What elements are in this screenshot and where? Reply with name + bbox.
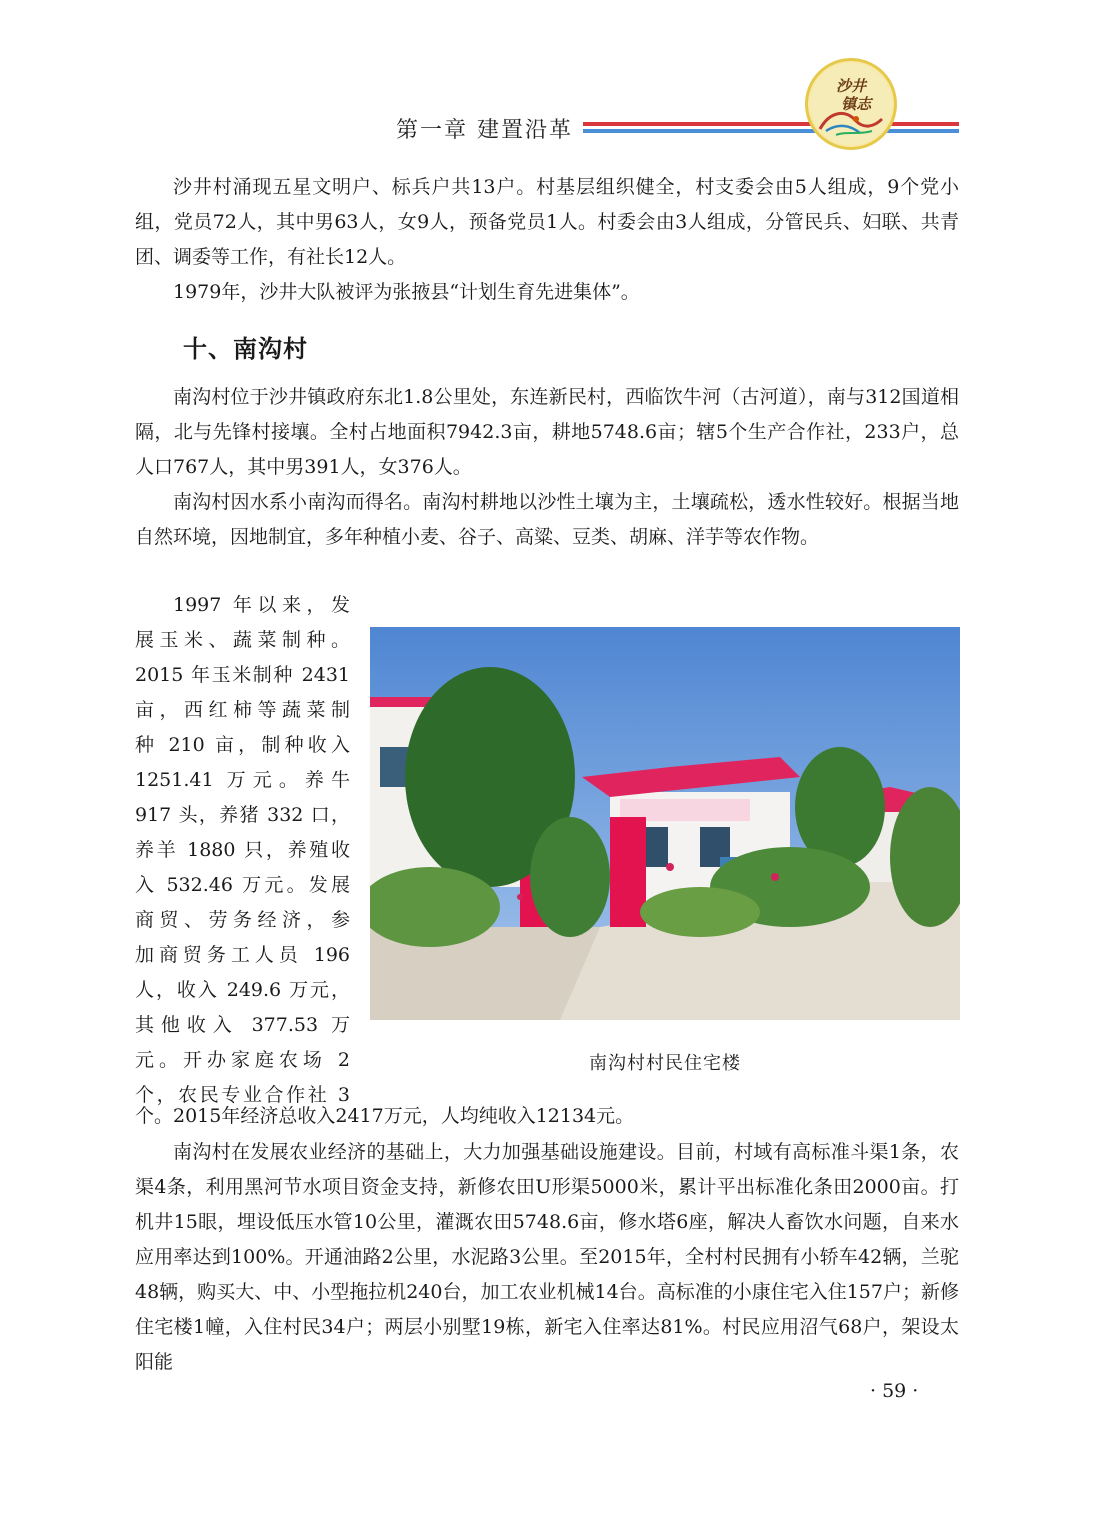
text-line: 元。开办家庭农场 2 [135, 1049, 350, 1071]
text-line: 入 532.46 万元。发展 [135, 874, 350, 896]
seal-lettering: 沙井 镇志 [830, 77, 872, 113]
narrow-text-column [135, 588, 350, 1113]
header-rule-red [583, 122, 959, 126]
text-line: 917 头，养猪 332 口， [135, 804, 350, 826]
text-line: 种 210 亩，制种收入 [135, 734, 350, 756]
text-line: 展玉米、蔬菜制种。 [135, 629, 350, 651]
mid-paragraphs [135, 380, 959, 555]
text-line: 1997 年以来，发 [173, 594, 350, 616]
text-line: 其他收入 377.53 万 [135, 1014, 350, 1036]
paragraph: 南沟村因水系小南沟而得名。南沟村耕地以沙性土壤为主，土壤疏松，透水性较好。根据当地自然环境，因地制宜，多年种植小麦、谷子、高粱、豆类、胡麻、洋芋等农作物。 [135, 491, 959, 548]
text-line: 人，收入 249.6 万元， [135, 979, 350, 1001]
page-number: · 59 · [870, 1380, 919, 1402]
top-paragraphs [135, 170, 959, 310]
text-line: 个，农民专业合作社 3 [135, 1084, 350, 1106]
paragraph: 个。2015年经济总收入2417万元，人均纯收入12134元。 [135, 1105, 635, 1127]
bottom-paragraphs [135, 1135, 959, 1380]
paragraph: 南沟村位于沙井镇政府东北1.8公里处，东连新民村，西临饮牛河（古河道），南与312国道相隔，北与先锋村接壤。全村占地面积7942.3亩，耕地5748.6亩；辖5个生产合作社，233户，总人口767人，其中男391人，女376人。 [135, 386, 959, 478]
text-line: 商贸、劳务经济，参 [135, 909, 350, 931]
photo-caption: 南沟村村民住宅楼 [589, 1053, 741, 1074]
header-rule-blue [583, 129, 959, 133]
section-heading: 十、南沟村 [183, 335, 308, 363]
village-house-photo [370, 627, 960, 1020]
text-line: 2015 年玉米制种 2431 [135, 664, 350, 686]
paragraph: 1979年，沙井大队被评为张掖县“计划生育先进集体”。 [173, 281, 640, 303]
paragraph: 沙井村涌现五星文明户、标兵户共13户。村基层组织健全，村支委会由5人组成，9个党小组，党员72人，其中男63人，女9人，预备党员1人。村委会由3人组成，分管民兵、妇联、共青团、调委等工作，有社长12人。 [135, 176, 959, 268]
text-line: 养羊 1880 只，养殖收 [135, 839, 350, 861]
text-line: 1251.41 万元。养牛 [135, 769, 350, 791]
text-line: 亩，西红柿等蔬菜制 [135, 699, 350, 721]
continuation-line [135, 1099, 959, 1134]
paragraph: 南沟村在发展农业经济的基础上，大力加强基础设施建设。目前，村域有高标准斗渠1条，农渠4条，利用黑河节水项目资金支持，新修农田U形渠5000米，累计平出标准化条田2000亩。打机井15眼，埋设低压水管10公里，灌溉农田5748.6亩，修水塔6座，解决人畜饮水问题，自来水应用率达到100%。开通油路2公里，水泥路3公里。至2015年，全村村民拥有小轿车42辆，兰驼48辆，购买大、中、小型拖拉机240台，加工农业机械14台。高标准的小康住宅入住157户；新修住宅楼1幢，入住村民34户；两层小别墅19栋，新宅入住率达81%。村民应用沼气68户，架设太阳能 [135, 1141, 959, 1373]
town-gazetteer-seal-logo [805, 58, 897, 150]
phoenix-icon [816, 101, 886, 139]
text-line: 加商贸务工人员 196 [135, 944, 350, 966]
chapter-title: 第一章 建置沿革 [396, 118, 573, 143]
